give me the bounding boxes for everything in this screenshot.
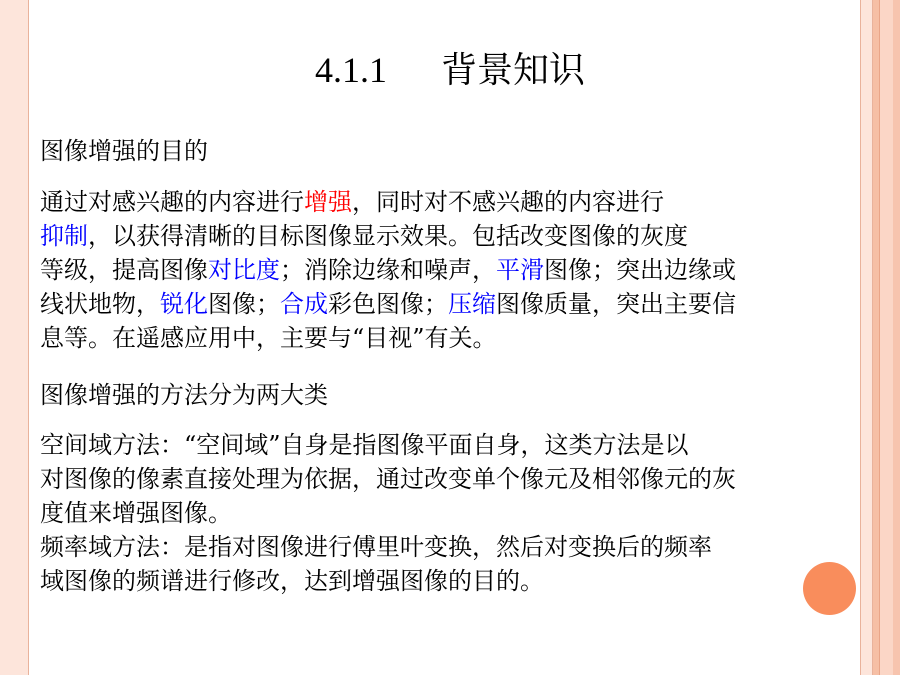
paragraph-line (40, 287, 840, 321)
section-number: 4.1.1 (314, 50, 387, 90)
paragraph-line (40, 564, 840, 598)
paragraph-line (40, 185, 840, 219)
text-span: 。包括改变图像的灰度 (448, 222, 688, 250)
slide-title (0, 46, 900, 95)
highlight-suppress: 抑制 (40, 222, 88, 250)
text-span: 方法：是指对图像进行傅里叶变换，然后对变换后的频率 (112, 533, 712, 561)
left-border (0, 0, 28, 675)
term-frequency-domain: 频率域 (40, 533, 112, 561)
text-span: ， (88, 222, 112, 250)
paragraph-line (40, 428, 840, 462)
text-span: 图像； (208, 290, 280, 318)
paragraph-line (40, 530, 840, 564)
section-title: 背景知识 (440, 50, 585, 91)
paragraph-line (40, 253, 840, 287)
text-span: ，同时对不感兴趣的内容进行 (352, 188, 664, 216)
right-stripe (880, 0, 893, 675)
highlight-composite: 合成 (280, 290, 328, 318)
highlight-smooth: 平滑 (496, 256, 544, 284)
text-span: 域图像的频谱进行修改，达到增强图像的目的。 (40, 567, 544, 595)
text-emphasis: 以获得清晰的目标图像显示效果 (112, 222, 448, 250)
text-span: 图像质量，突出主要信 (496, 290, 736, 318)
paragraph-line (40, 219, 840, 253)
text-span: 息等。在遥感应用中，主要与“目视”有关。 (40, 324, 497, 352)
paragraph-line (40, 321, 840, 355)
highlight-sharpen: 锐化 (160, 290, 208, 318)
text-span: 方法：“空间域”自身是指图像平面自身，这类方法是以 (112, 431, 689, 459)
highlight-enhance: 增强 (304, 188, 352, 216)
paragraph-line (40, 462, 840, 496)
text-span: 度值来增强图像。 (40, 499, 232, 527)
highlight-compress: 压缩 (448, 290, 496, 318)
right-stripe (861, 0, 872, 675)
term-spatial-domain: 空间域 (40, 431, 112, 459)
paragraph-line (40, 496, 840, 530)
text-span: 图像；突出边缘或 (544, 256, 736, 284)
text-span: 通过对感兴趣的内容进行 (40, 188, 304, 216)
purpose-paragraph (40, 185, 840, 355)
right-stripe (893, 0, 900, 675)
text-span: 彩色图像； (328, 290, 448, 318)
text-span: 线状地物， (40, 290, 160, 318)
text-span: 等级，提高图像 (40, 256, 208, 284)
heading-purpose: 图像增强的目的 (40, 137, 208, 165)
highlight-contrast: 对比度 (208, 256, 280, 284)
text-span: 对图像的像素 (40, 465, 184, 493)
text-span: 处理为依据，通过改变单个像元及相邻像元的灰 (232, 465, 736, 493)
heading-methods: 图像增强的方法分为两大类 (40, 381, 328, 409)
text-span: ；消除边缘和噪声， (280, 256, 496, 284)
methods-paragraph (40, 428, 840, 598)
text-emphasis: 直接 (184, 465, 232, 493)
